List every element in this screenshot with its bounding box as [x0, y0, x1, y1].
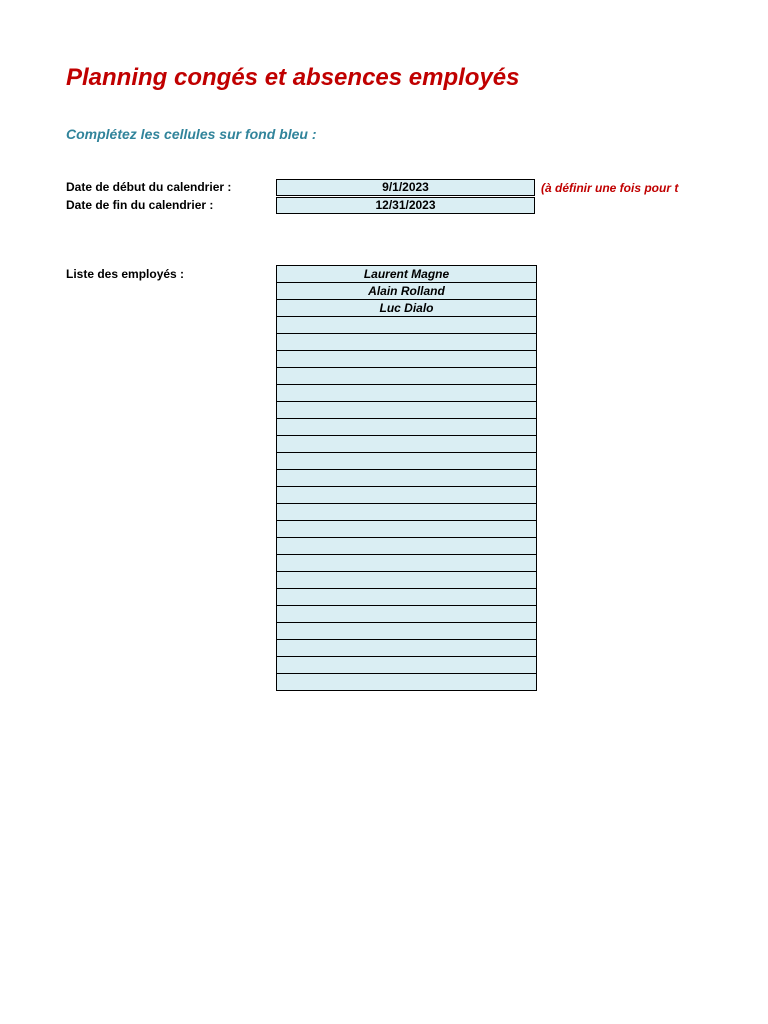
employee-cell[interactable]	[276, 503, 537, 521]
employee-cell[interactable]: Laurent Magne	[276, 265, 537, 283]
employee-cell[interactable]	[276, 401, 537, 419]
employee-cell[interactable]	[276, 316, 537, 334]
employee-cell[interactable]	[276, 333, 537, 351]
start-date-label: Date de début du calendrier :	[66, 180, 232, 194]
employees-list-label: Liste des employés :	[66, 267, 185, 281]
employee-cell[interactable]: Alain Rolland	[276, 282, 537, 300]
employee-cell[interactable]	[276, 384, 537, 402]
employees-list	[276, 265, 537, 691]
employee-cell[interactable]	[276, 435, 537, 453]
end-date-cell[interactable]: 12/31/2023	[276, 197, 535, 214]
employee-cell[interactable]	[276, 537, 537, 555]
instructions-subtitle: Complétez les cellules sur fond bleu :	[66, 126, 317, 142]
employee-cell[interactable]	[276, 520, 537, 538]
start-date-note: (à définir une fois pour t	[541, 181, 679, 195]
employee-cell[interactable]	[276, 605, 537, 623]
employee-cell[interactable]	[276, 588, 537, 606]
employee-cell[interactable]	[276, 486, 537, 504]
employee-cell[interactable]	[276, 656, 537, 674]
employee-cell[interactable]	[276, 554, 537, 572]
employee-cell[interactable]	[276, 622, 537, 640]
end-date-label: Date de fin du calendrier :	[66, 198, 214, 212]
employee-cell[interactable]	[276, 469, 537, 487]
page-title: Planning congés et absences employés	[66, 64, 520, 91]
start-date-cell[interactable]: 9/1/2023	[276, 179, 535, 196]
employee-cell[interactable]	[276, 418, 537, 436]
employee-cell[interactable]	[276, 639, 537, 657]
employee-cell[interactable]	[276, 673, 537, 691]
employee-cell[interactable]: Luc Dialo	[276, 299, 537, 317]
employee-cell[interactable]	[276, 571, 537, 589]
employee-cell[interactable]	[276, 367, 537, 385]
employee-cell[interactable]	[276, 452, 537, 470]
employee-cell[interactable]	[276, 350, 537, 368]
